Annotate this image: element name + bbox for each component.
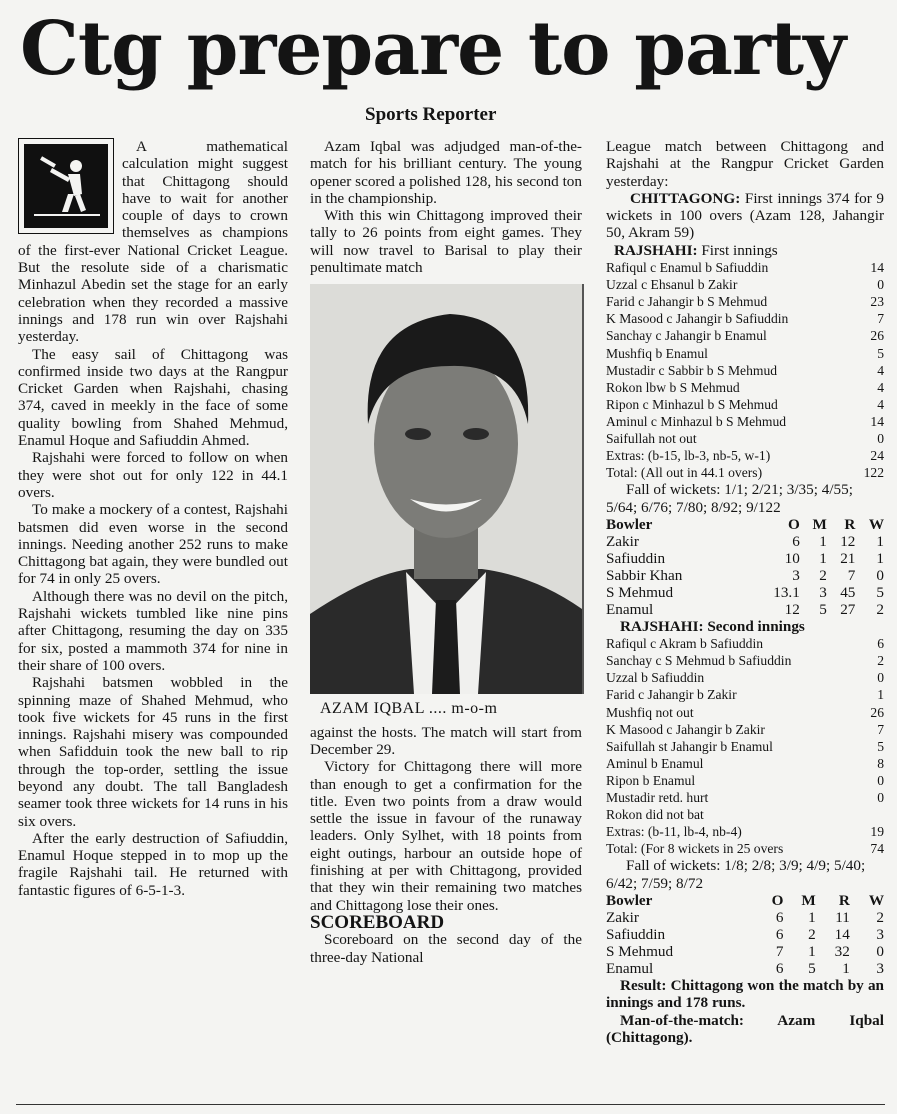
batsman-entry: Sanchay c Jahangir b Enamul	[606, 328, 767, 344]
team-name: CHITTAGONG:	[630, 189, 741, 207]
batsman-icon	[24, 144, 108, 228]
bowler-name: S Mehmud	[606, 943, 674, 960]
batting-row	[606, 293, 884, 310]
paragraph: Although there was no devil on the pitch, Rajshahi wickets tumbled like nine pins after Chittagong, resuming the day on 335 for six, posted a mammoth 374 for nine in their share of 100 overs.	[18, 587, 288, 674]
bowler-name: Zakir	[606, 909, 639, 926]
bowling-row	[606, 584, 884, 601]
batsman-entry: Mushfiq b Enamul	[606, 345, 708, 361]
paragraph: The easy sail of Chittagong was confirmed inside two days at the Rangpur Cricket Garden when Rajshahi, chasing 374, caved in meekly in the face of some quality bowling from Shahed Mehmud, Enamul Hoque and Safiuddin Ahmed.	[18, 345, 288, 450]
runs: 14	[870, 413, 884, 429]
batsman-entry: Saifullah not out	[606, 431, 697, 447]
paragraph: To make a mockery of a contest, Rajshahi batsmen did even worse in the second innings. Needing another 252 runs to make Chittagong bat again, they were bundled out for 74 in only 25 overs.	[18, 501, 288, 588]
match-result: Result: Chittagong won the match by an innings and 178 runs.	[606, 977, 884, 1012]
runs: 26	[870, 704, 884, 720]
batting-row	[606, 379, 884, 396]
batsman-entry: Farid c Jahangir b S Mehmud	[606, 294, 768, 310]
bowling-row	[606, 943, 884, 960]
runs: 4	[877, 379, 884, 395]
runs: 0	[877, 431, 884, 447]
bowling-figure: 1	[819, 532, 827, 550]
bowler-name: Safiuddin	[606, 926, 666, 943]
batsman-entry: Total: (All out in 44.1 overs)	[606, 465, 763, 481]
man-of-the-match: Man-of-the-match: Azam Iqbal (Chittagong).	[606, 1011, 884, 1046]
batting-row	[606, 327, 884, 344]
runs: 4	[877, 396, 884, 412]
batting-list-second-innings	[606, 635, 884, 857]
innings-summary: First innings 374 for 9 wickets in 100 overs (Azam 128, Jahangir 50, Akram 59)	[606, 189, 885, 242]
scoreboard-column	[606, 138, 884, 1046]
runs: 7	[877, 721, 884, 737]
runs: 23	[870, 294, 884, 310]
bowling-figure: 1	[876, 532, 884, 550]
column-header: Bowler	[606, 892, 653, 909]
batsman-entry: Uzzal b Safiuddin	[606, 670, 705, 686]
bowler-name: Zakir	[606, 532, 639, 550]
fall-of-wickets: Fall of wickets: 1/1; 2/21; 3/35; 4/55; 5/64; 6/76; 7/80; 8/92; 9/122	[606, 481, 853, 516]
batsman-entry: Aminul b Enamul	[606, 755, 704, 771]
bowler-name: Sabbir Khan	[606, 566, 683, 584]
bowling-figure: 3	[876, 960, 884, 977]
bowling-table-first-innings	[606, 516, 884, 618]
batsman-entry: Rokon lbw b S Mehmud	[606, 379, 740, 395]
batsman-entry: Rafiqul c Enamul b Safiuddin	[606, 260, 769, 276]
bowling-figure: 3	[876, 926, 884, 943]
batting-row	[606, 669, 884, 686]
byline: Sports Reporter	[365, 104, 497, 125]
batting-row	[606, 310, 884, 327]
bowling-figure: 1	[842, 960, 850, 977]
runs	[858, 806, 884, 823]
paragraph: Rajshahi batsmen wobbled in the spinning maze of Shahed Mehmud, who took five wickets for 45 runs in the first innings. Rajshahi misery was compounded when Safidduin took the new ball to rip through the top-order, settling the issue beyond any doubt. The tall Bangladesh seamer took three wickets for 14 runs in his six overs.	[18, 674, 288, 830]
bowling-row	[606, 550, 884, 567]
bowling-figure: 12	[784, 600, 800, 618]
bowling-row	[606, 926, 884, 943]
bowling-figure: 13.1	[773, 583, 800, 601]
column-header: Bowler	[606, 515, 653, 533]
bowling-figure: 1	[808, 943, 816, 960]
runs: 5	[877, 345, 884, 361]
batsman-entry: Farid c Jahangir b Zakir	[606, 687, 737, 703]
runs: 1	[877, 687, 884, 703]
batsman-entry: Aminul c Minhazul b S Mehmud	[606, 413, 787, 429]
bowling-figure: 6	[775, 926, 784, 943]
column-header: R	[838, 892, 850, 909]
runs: 19	[870, 824, 884, 840]
batting-row	[606, 413, 884, 430]
batting-list-first-innings	[606, 259, 884, 481]
bowling-figure: 2	[819, 566, 827, 584]
batting-row	[606, 362, 884, 379]
bowling-figure: 12	[840, 532, 856, 550]
bowling-figure: 14	[834, 926, 850, 943]
column-header: W	[868, 515, 884, 533]
batsman-entry: Extras: (b-11, lb-4, nb-4)	[606, 824, 742, 840]
headline: Ctg prepare to party	[20, 6, 846, 92]
bowling-figure: 45	[840, 583, 856, 601]
runs: 2	[877, 653, 884, 669]
bowling-row	[606, 601, 884, 618]
cricket-logo	[18, 138, 114, 234]
bowling-figure: 10	[784, 549, 800, 567]
bowling-figure: 5	[819, 600, 827, 618]
batting-row	[606, 447, 884, 464]
paragraph: Rajshahi were forced to follow on when they were shot out for only 122 in 44.1 overs.	[18, 449, 288, 501]
bowling-row	[606, 567, 884, 584]
article-column-2	[310, 138, 582, 966]
batsman-entry: Rokon did not bat	[606, 807, 704, 823]
bowling-figure: 1	[808, 909, 816, 926]
bowling-figure: 3	[792, 566, 800, 584]
runs: 14	[870, 260, 884, 276]
bowling-figure: 5	[876, 583, 884, 601]
paragraph: against the hosts. The match will start from December 29.	[310, 723, 582, 758]
paragraph: A mathematical calculation might suggest that Chittagong should have to wait for another couple of days to crown themselves as champions of the first-ever National Cricket League. But the resolute side of a charismatic Minhazul Abedin set the stage for an early celebration when they recorded a massive innings and 178 run win over Rajshahi yesterday.	[18, 138, 288, 346]
bowling-header-row	[606, 516, 884, 533]
batsman-entry: Saifullah st Jahangir b Enamul	[606, 738, 773, 754]
paragraph: League match between Chittagong and Rajshahi at the Rangpur Cricket Garden yesterday:	[606, 138, 884, 190]
batting-row	[606, 635, 884, 652]
article-column-1	[18, 138, 288, 899]
batting-row	[606, 840, 884, 857]
batsman-entry: Rafiqul c Akram b Safiuddin	[606, 636, 764, 652]
bowler-name: Enamul	[606, 960, 654, 977]
bowling-figure: 11	[835, 909, 850, 926]
player-photo	[310, 284, 584, 694]
batting-row	[606, 276, 884, 293]
bowling-table-second-innings	[606, 892, 884, 977]
batsman-entry: Mustadir c Sabbir b S Mehmud	[606, 362, 778, 378]
runs: 5	[877, 738, 884, 754]
batting-row	[606, 430, 884, 447]
bowling-figure: 6	[792, 532, 800, 550]
bowling-figure: 1	[819, 549, 827, 567]
rajshahi-first-innings-title: RAJSHAHI: First innings	[614, 241, 778, 259]
bowler-name: S Mehmud	[606, 583, 674, 601]
bowling-figure: 21	[840, 549, 856, 567]
batting-row	[606, 652, 884, 669]
runs: 122	[863, 465, 884, 481]
bowling-figure: 2	[876, 600, 884, 618]
chittagong-innings	[606, 190, 884, 242]
bowling-figure: 7	[775, 943, 784, 960]
bowling-figure: 0	[876, 566, 884, 584]
bowling-figure: 27	[840, 600, 856, 618]
runs: 74	[870, 841, 884, 857]
column-header: M	[812, 515, 827, 533]
batsman-entry: Mustadir retd. hurt	[606, 790, 709, 806]
paragraph: Azam Iqbal was adjudged man-of-the-match for his brilliant century. The young opener scored a polished 128, his second ton in the championship.	[310, 138, 582, 207]
bowling-figure: 6	[775, 909, 784, 926]
runs: 0	[877, 790, 884, 806]
runs: 0	[877, 670, 884, 686]
batsman-entry: K Masood c Jahangir b Safiuddin	[606, 311, 789, 327]
batting-row	[606, 772, 884, 789]
column-header: M	[801, 892, 816, 909]
batting-row	[606, 755, 884, 772]
batting-row	[606, 345, 884, 362]
runs: 0	[877, 772, 884, 788]
batting-row	[606, 823, 884, 840]
batsman-entry: Sanchay c S Mehmud b Safiuddin	[606, 653, 792, 669]
rajshahi-second-innings-title: RAJSHAHI: Second innings	[620, 617, 805, 635]
bowling-figure: 5	[808, 960, 816, 977]
bowling-figure: 6	[775, 960, 784, 977]
batsman-entry: Ripon c Minhazul b S Mehmud	[606, 396, 778, 412]
bowling-figure: 32	[834, 943, 850, 960]
scoreboard-heading: SCOREBOARD	[310, 911, 445, 933]
bowling-figure: 2	[808, 926, 816, 943]
batting-row	[606, 806, 884, 823]
column-header: O	[787, 515, 800, 533]
photo-caption: AZAM IQBAL .... m-o-m	[320, 700, 498, 718]
batting-row	[606, 738, 884, 755]
bowler-name: Safiuddin	[606, 549, 666, 567]
batsman-entry: K Masood c Jahangir b Zakir	[606, 721, 765, 737]
column-header: R	[844, 515, 856, 533]
batsman-entry: Ripon b Enamul	[606, 772, 696, 788]
bowling-row	[606, 909, 884, 926]
runs: 8	[877, 755, 884, 771]
batting-row	[606, 686, 884, 703]
batting-row	[606, 721, 884, 738]
batting-row	[606, 704, 884, 721]
bowling-figure: 2	[876, 909, 884, 926]
paragraph: Victory for Chittagong there will more than enough to get a confirmation for the title. Even two points from a draw would settle the issue in favour of the runaway leaders. Only Sylhet, with 18 points from eight outings, harbour an outside hope of finishing at per with Chittagong, provided that they win their remaining two matches and Chittagong lose their ones.	[310, 758, 582, 914]
bowling-row	[606, 960, 884, 977]
paragraph: Scoreboard on the second day of the three-day National	[310, 931, 582, 966]
bottom-rule	[16, 1104, 885, 1105]
bowling-figure: 3	[819, 583, 827, 601]
runs: 7	[877, 311, 884, 327]
bowling-figure: 1	[876, 549, 884, 567]
batsman-entry: Extras: (b-15, lb-3, nb-5, w-1)	[606, 448, 771, 464]
bowling-figure: 0	[876, 943, 884, 960]
batting-row	[606, 789, 884, 806]
bowling-figure: 7	[847, 566, 856, 584]
batting-row	[606, 396, 884, 413]
batsman-entry: Mushfiq not out	[606, 704, 694, 720]
bowler-name: Enamul	[606, 600, 654, 618]
column-header: O	[771, 892, 784, 909]
bowling-row	[606, 533, 884, 550]
batsman-entry: Uzzal c Ehsanul b Zakir	[606, 277, 738, 293]
batting-row	[606, 464, 884, 481]
runs: 24	[870, 448, 884, 464]
paragraph: With this win Chittagong improved their tally to 26 points from eight games. They will now travel to Barisal to play their penultimate match	[310, 207, 582, 277]
column-header: W	[868, 892, 884, 909]
runs: 0	[877, 277, 884, 293]
paragraph: After the early destruction of Safiuddin, Enamul Hoque stepped in to mop up the fragile Rajshahi tail. He returned with fantastic figures of 6-5-1-3.	[18, 829, 288, 899]
bowling-header-row	[606, 892, 884, 909]
fall-of-wickets: Fall of wickets: 1/8; 2/8; 3/9; 4/9; 5/40; 6/42; 7/59; 8/72	[606, 857, 866, 892]
batting-row	[606, 259, 884, 276]
runs: 4	[877, 362, 884, 378]
runs: 6	[877, 636, 884, 652]
batsman-entry: Total: (For 8 wickets in 25 overs	[606, 841, 784, 857]
runs: 26	[870, 328, 884, 344]
